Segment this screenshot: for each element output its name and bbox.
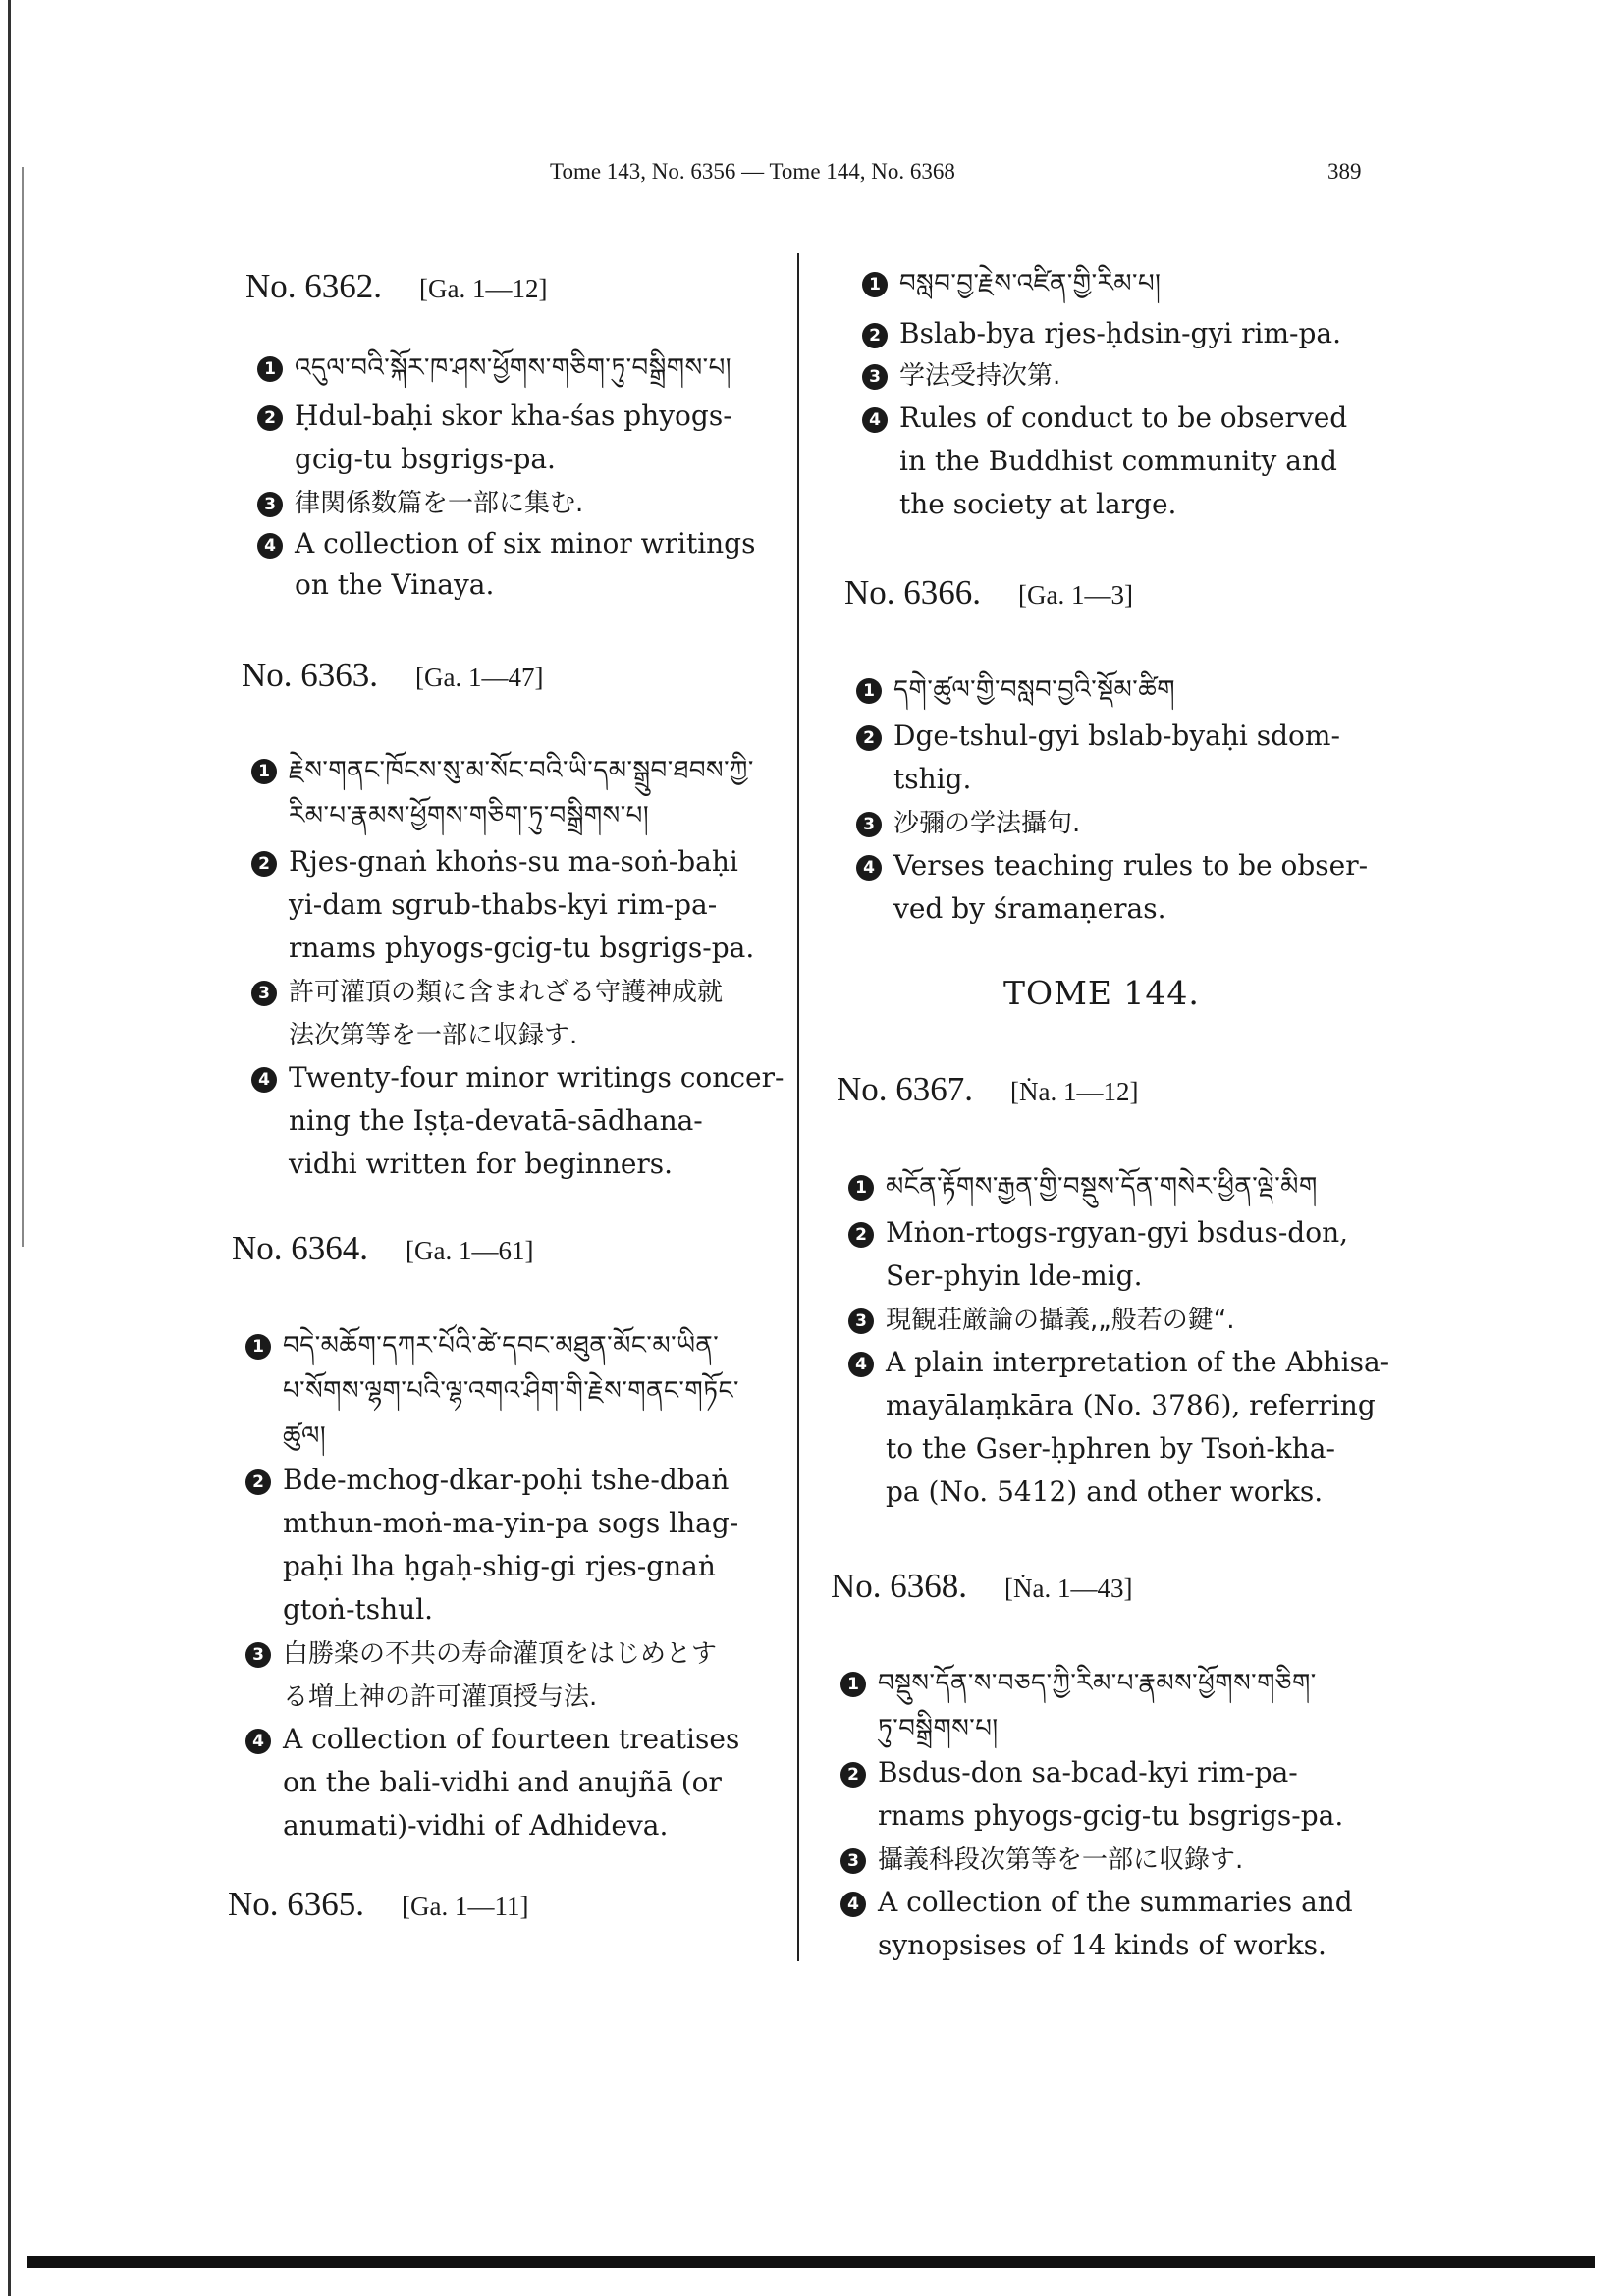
marker-4-icon: 4 [856,855,882,881]
marker-3-icon: 3 [840,1848,866,1874]
entry-number: No. 6362. [245,267,383,305]
entry-number: No. 6367. [837,1070,974,1108]
marker-1-icon: 1 [257,356,283,382]
japanese-line: 法次第等を一部に収録す. [289,1021,578,1050]
transliteration-line: 2 Rjes-gnaṅ khoṅs-su ma-soṅ-baḥi [251,840,738,883]
japanese-line: 3 律関係数篇を一部に集む. [257,481,583,525]
marker-3-icon: 3 [848,1308,874,1334]
marker-3-icon: 3 [245,1642,271,1668]
entry-6364 [232,1229,534,1268]
folio-ref: [Ga. 1—12] [419,274,548,303]
marker-1-icon: 1 [840,1672,866,1697]
transliteration-line: 2 Ḥdul-baḥi skor kha-śas phyogs- [257,395,732,438]
transliteration-line: Ser-phyin lde-mig. [886,1259,1143,1292]
transliteration-line: rnams phyogs-gcig-tu bsgrigs-pa. [878,1799,1344,1832]
marker-2-icon: 2 [862,323,888,348]
transliteration-line: paḥi lha ḥgaḥ-shig-gi rjes-gnaṅ [283,1550,716,1582]
marker-3-icon: 3 [257,492,283,517]
transliteration-line: 2 Mṅon-rtogs-rgyan-gyi bsdus-don, [848,1211,1348,1255]
marker-4-icon: 4 [257,533,283,559]
marker-4-icon: 4 [245,1729,271,1754]
scan-edge-left [8,0,11,2296]
entry-number: No. 6364. [232,1229,369,1267]
english-line: ning the Iṣṭa-devatā-sādhana- [289,1104,703,1137]
tibetan-line: ཏུ་བསྒྲིགས་པ། [878,1714,999,1743]
marker-2-icon: 2 [840,1762,866,1788]
marker-3-icon: 3 [251,981,277,1006]
english-line: anumati)-vidhi of Adhideva. [283,1809,669,1842]
marker-1-icon: 1 [862,272,888,297]
tibetan-line: པ་སོགས་ལྷག་པའི་ལྷ་འགའ་ཤིག་གི་རྗེས་གནང་གཏོང་ [283,1376,739,1406]
japanese-line: 3 学法受持次第. [862,353,1060,398]
marker-2-icon: 2 [848,1222,874,1248]
english-line: 4 Rules of conduct to be observed [862,397,1347,440]
folio-ref: [Ga. 1—47] [415,663,544,692]
marker-1-icon: 1 [251,759,277,784]
english-line: on the Vinaya. [295,568,495,601]
japanese-line: る増上神の許可灌頂授与法. [283,1682,598,1712]
entry-6365 [228,1885,529,1924]
transliteration-line: 2 Bde-mchog-dkar-poḥi tshe-dbaṅ [245,1459,729,1502]
marker-3-icon: 3 [862,364,888,390]
tibetan-line: 1 བདེ་མཆོག་དཀར་པོའི་ཚེ་དབང་མཐུན་མོང་མ་ཡིན་ [245,1323,719,1367]
folio-ref: [Ga. 1—3] [1018,580,1133,610]
scan-edge-shadow [22,167,24,1247]
entry-6363 [242,656,544,695]
english-line: on the bali-vidhi and anujñā (or [283,1766,722,1798]
entry-number: No. 6366. [844,573,982,612]
english-line: 4 A collection of six minor writings [257,522,755,565]
english-line: synopsises of 14 kinds of works. [878,1929,1326,1961]
english-line: 4 Verses teaching rules to be obser- [856,844,1368,887]
marker-1-icon: 1 [245,1334,271,1360]
entry-number: No. 6368. [831,1567,968,1605]
entry-title [228,1885,529,1924]
entry-number: No. 6363. [242,656,379,694]
japanese-line: 3 白勝楽の不共の寿命灌頂をはじめとす [245,1631,717,1676]
tibetan-line: 1 རྗེས་གནང་ཁོངས་སུ་མ་སོང་བའི་ཡི་དམ་སྒྲུབ་ཐབས་ཀྱི་ [251,748,754,792]
entry-title [837,1070,1139,1109]
page-number: 389 [1327,159,1362,184]
transliteration-line: 2 Dge-tshul-gyi bslab-byaḥi sdom- [856,715,1340,758]
japanese-line: 3 沙彌の学法攝句. [856,801,1080,845]
transliteration-line: 2 Bslab-bya rjes-ḥdsin-gyi rim-pa. [862,312,1341,355]
entry-title [844,573,1133,613]
folio-ref: [Ṅa. 1—12] [1010,1077,1139,1106]
japanese-line: 3 許可灌頂の類に含まれざる守護神成就 [251,970,723,1014]
entry-6367 [837,1070,1139,1109]
entry-title [242,656,544,695]
english-line: vidhi written for beginners. [289,1148,674,1180]
marker-4-icon: 4 [251,1067,277,1093]
english-line: ved by śramaṇeras. [893,892,1166,925]
entry-6366 [844,573,1133,613]
running-header: Tome 143, No. 6356 — Tome 144, No. 6368 [550,159,955,184]
entry-6362 [245,267,548,306]
english-line: to the Gser-ḥphren by Tsoṅ-kha- [886,1432,1335,1465]
transliteration-line: yi-dam sgrub-thabs-kyi rim-pa- [289,888,718,921]
marker-2-icon: 2 [856,725,882,751]
english-line: the society at large. [899,488,1177,520]
marker-3-icon: 3 [856,812,882,837]
english-line: 4 A collection of the summaries and [840,1881,1353,1924]
tibetan-line: 1 མངོན་རྟོགས་རྒྱན་གྱི་བསྡུས་དོན་གསེར་ཕྱིན་ལྡེ་མིག [848,1164,1318,1208]
japanese-line: 3 現観荘厳論の攝義,„般若の鍵“. [848,1298,1234,1342]
transliteration-line: rnams phyogs-gcig-tu bsgrigs-pa. [289,932,755,964]
english-line: in the Buddhist community and [899,445,1337,477]
entry-title [831,1567,1133,1606]
transliteration-line: 2 Bsdus-don sa-bcad-kyi rim-pa- [840,1751,1298,1794]
entry-number: No. 6365. [228,1885,365,1923]
tibetan-line: རིམ་པ་རྣམས་ཕྱོགས་གཅིག་ཏུ་བསྒྲིགས་པ། [289,801,650,830]
english-line: 4 A collection of fourteen treatises [245,1718,739,1761]
marker-1-icon: 1 [848,1175,874,1201]
english-line: 4 A plain interpretation of the Abhisa- [848,1341,1389,1384]
transliteration-line: gcig-tu bsgrigs-pa. [295,443,556,475]
marker-4-icon: 4 [840,1892,866,1917]
marker-2-icon: 2 [251,851,277,877]
tome-heading: TOME 144. [1003,974,1200,1012]
marker-2-icon: 2 [245,1469,271,1495]
bottom-scan-bar [27,2256,1595,2268]
entry-title [245,267,548,306]
marker-2-icon: 2 [257,405,283,431]
column-divider [797,253,799,1961]
tibetan-line: 1 བསླབ་བྱ་རྗེས་འཛིན་གྱི་རིམ་པ། [862,261,1161,305]
transliteration-line: tshig. [893,763,972,795]
english-line: mayālaṃkāra (No. 3786), referring [886,1389,1376,1421]
tibetan-line: 1 དགེ་ཚུལ་གྱི་བསླབ་བྱའི་སྡོམ་ཚིག [856,667,1175,712]
english-line: pa (No. 5412) and other works. [886,1475,1324,1508]
tibetan-line: 1 བསྡུས་དོན་ས་བཅད་ཀྱི་རིམ་པ་རྣམས་ཕྱོགས་གཅིག་ [840,1661,1317,1705]
folio-ref: [Ṅa. 1—43] [1004,1574,1133,1603]
tibetan-line: ཚུལ། [283,1421,327,1451]
marker-4-icon: 4 [862,407,888,433]
folio-ref: [Ga. 1—61] [406,1236,534,1265]
tibetan-line: 1 འདུལ་བའི་སྐོར་ཁ་ཤས་ཕྱོགས་གཅིག་ཏུ་བསྒྲིགས་པ། [257,346,731,390]
marker-1-icon: 1 [856,678,882,704]
japanese-line: 3 攝義科段次第等を一部に収錄す. [840,1838,1243,1882]
entry-6368 [831,1567,1133,1606]
entry-title [232,1229,534,1268]
transliteration-line: mthun-moṅ-ma-yin-pa sogs lhag- [283,1507,739,1539]
english-line: 4 Twenty-four minor writings concer- [251,1056,784,1099]
marker-4-icon: 4 [848,1352,874,1377]
folio-ref: [Ga. 1—11] [402,1892,529,1921]
transliteration-line: gtoṅ-tshul. [283,1593,434,1626]
